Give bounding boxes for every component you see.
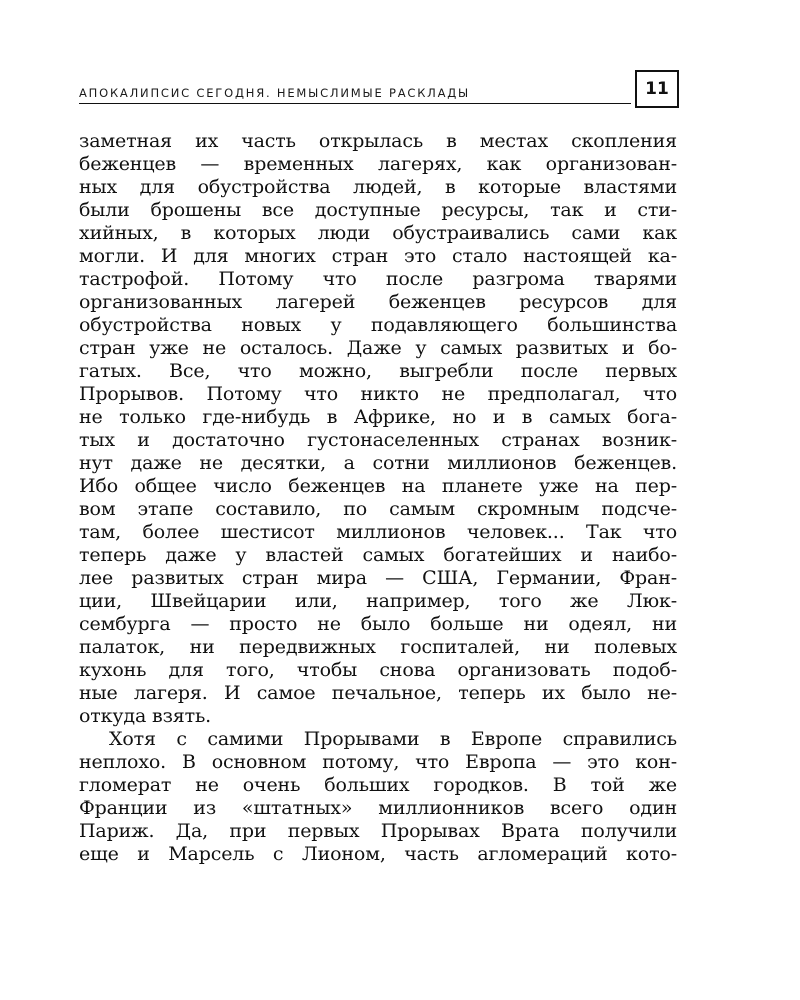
text-line: ции, Швейцарии или, например, того же Люк- <box>79 590 677 612</box>
text-line: были брошены все доступные ресурсы, так и сти- <box>79 199 677 221</box>
text-line: гатых. Все, что можно, выгребли после первых <box>79 360 677 382</box>
page-number: 11 <box>645 79 669 99</box>
text-line: ные лагеря. И самое печальное, теперь их было не- <box>79 682 677 704</box>
paragraph-end-line: откуда взять. <box>79 705 212 727</box>
text-line: могли. И для многих стран это стало настоящей ка- <box>79 245 677 267</box>
text-line: ных для обустройства людей, в которые властями <box>79 176 677 198</box>
text-line: сембурга — просто не было больше ни одеял, ни <box>79 613 677 635</box>
text-line: заметная их часть открылась в местах скопления <box>79 130 677 152</box>
text-line: обустройства новых у подавляющего большинства <box>79 314 677 336</box>
text-line: гломерат не очень больших городков. В той же <box>79 774 677 796</box>
text-line: тых и достаточно густонаселенных странах возник- <box>79 429 677 451</box>
text-line: стран уже не осталось. Даже у самых развитых и бо- <box>79 337 677 359</box>
text-line: беженцев — временных лагерях, как организован- <box>79 153 677 175</box>
text-line: палаток, ни передвижных госпиталей, ни полевых <box>79 636 677 658</box>
text-line: Франции из «штатных» миллионников всего один <box>79 797 677 819</box>
text-line: Ибо общее число беженцев на планете уже на пер- <box>79 475 677 497</box>
text-line: Прорывов. Потому что никто не предполагал, что <box>79 383 677 405</box>
text-line: хийных, в которых люди обустраивались сами как <box>79 222 677 244</box>
paragraph-start-line: Хотя с самими Прорывами в Европе справились <box>109 728 677 750</box>
text-line: нут даже не десятки, а сотни миллионов беженцев. <box>79 452 677 474</box>
text-line: не только где-нибудь в Африке, но и в самых бога- <box>79 406 677 428</box>
body-text <box>79 130 677 866</box>
text-line: там, более шестисот миллионов человек... Так что <box>79 521 677 543</box>
running-header <box>79 70 677 108</box>
text-line: организованных лагерей беженцев ресурсов для <box>79 291 677 313</box>
text-line: теперь даже у властей самых богатейших и наибо- <box>79 544 677 566</box>
text-line: неплохо. В основном потому, что Европа — это кон- <box>79 751 677 773</box>
header-rule <box>79 103 631 104</box>
text-line: вом этапе составило, по самым скромным подсче- <box>79 498 677 520</box>
text-line: еще и Марсель с Лионом, часть агломераций кото- <box>79 843 677 865</box>
text-line: кухонь для того, чтобы снова организовать подоб- <box>79 659 677 681</box>
text-line: тастрофой. Потому что после разгрома тварями <box>79 268 677 290</box>
page-number-box <box>635 70 679 108</box>
text-line: Париж. Да, при первых Прорывах Врата получили <box>79 820 677 842</box>
running-title: АПОКАЛИПСИС СЕГОДНЯ. НЕМЫСЛИМЫЕ РАСКЛАДЫ <box>79 86 471 100</box>
text-line: лее развитых стран мира — США, Германии, Фран- <box>79 567 677 589</box>
